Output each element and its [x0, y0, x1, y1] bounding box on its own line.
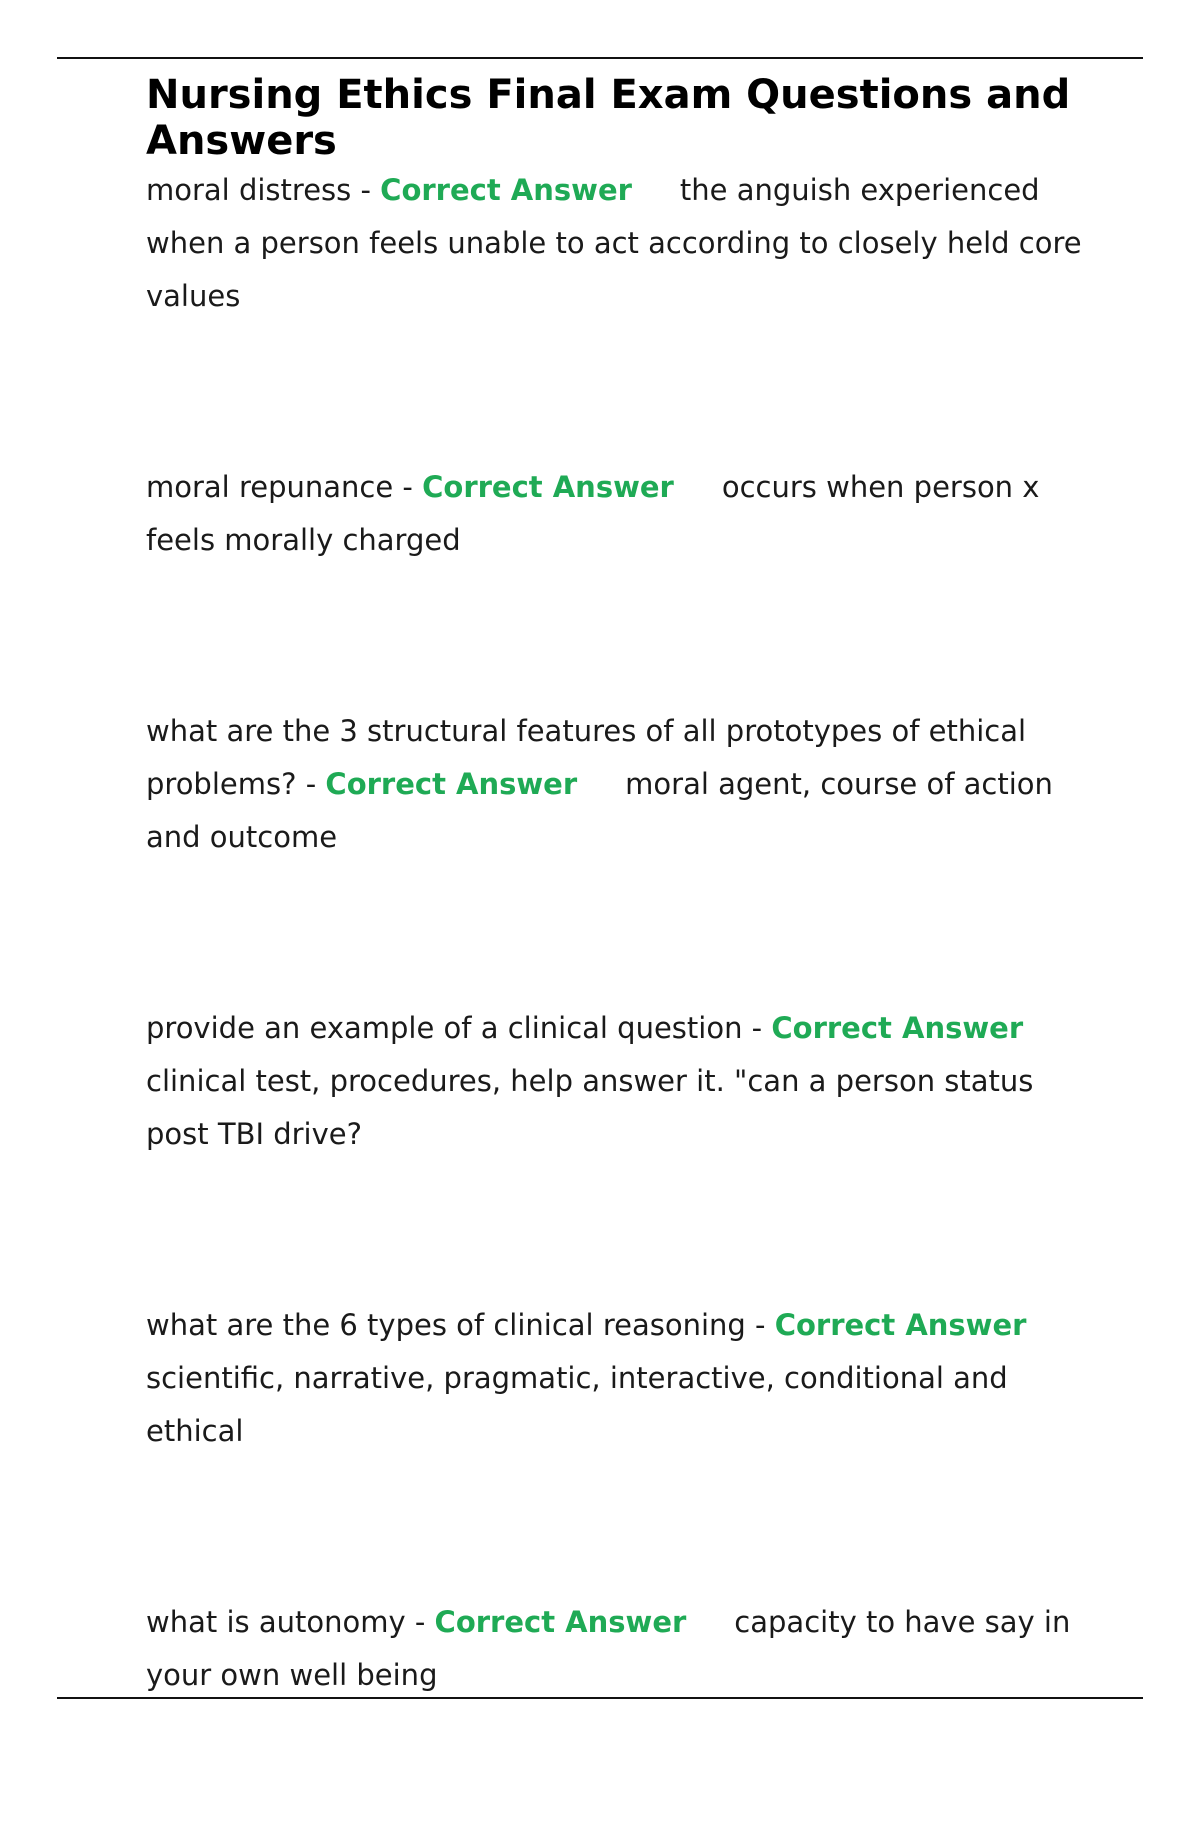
answer-text: occurs when person x feels morally charged	[146, 470, 1040, 557]
qa-item	[146, 1299, 1086, 1458]
document-title: Nursing Ethics Final Exam Questions and Answers	[146, 72, 1071, 164]
qa-item	[146, 1002, 1086, 1161]
question-text: what are the 6 types of clinical reasoning	[146, 1308, 746, 1342]
correct-answer-label: Correct Answer	[325, 767, 578, 801]
question-text: what is autonomy	[146, 1605, 406, 1639]
separator: -	[351, 173, 381, 207]
answer-text: moral agent, course of action and outcome	[146, 767, 1053, 854]
qa-list	[146, 164, 1086, 1702]
answer-text: capacity to have say in your own well being	[146, 1605, 1071, 1692]
separator: -	[742, 1011, 772, 1045]
separator: -	[393, 470, 423, 504]
question-text: moral distress	[146, 173, 352, 207]
separator: -	[745, 1308, 775, 1342]
correct-answer-label: Correct Answer	[771, 1011, 1024, 1045]
qa-item	[146, 705, 1086, 864]
document-body	[146, 72, 1086, 1840]
bottom-rule	[57, 1697, 1143, 1699]
correct-answer-label: Correct Answer	[422, 470, 674, 504]
answer-text: scientific, narrative, pragmatic, interactive, conditional and ethical	[146, 1361, 1008, 1448]
question-text: what are the 3 structural features of all prototypes of ethical problems?	[146, 714, 1027, 801]
separator: -	[405, 1605, 435, 1639]
separator: -	[296, 767, 326, 801]
correct-answer-label: Correct Answer	[434, 1605, 687, 1639]
answer-text: clinical test, procedures, help answer it. "can a person status post TBI drive?	[146, 1064, 1034, 1151]
question-text: provide an example of a clinical question	[146, 1011, 743, 1045]
answer-text: the anguish experienced when a person feels unable to act according to closely held core values	[146, 173, 1082, 313]
qa-item	[146, 461, 1086, 567]
question-text: moral repunance	[146, 470, 394, 504]
top-rule	[57, 57, 1143, 59]
qa-item	[146, 164, 1086, 323]
qa-item	[146, 1596, 1086, 1702]
correct-answer-label: Correct Answer	[380, 173, 632, 207]
correct-answer-label: Correct Answer	[774, 1308, 1027, 1342]
